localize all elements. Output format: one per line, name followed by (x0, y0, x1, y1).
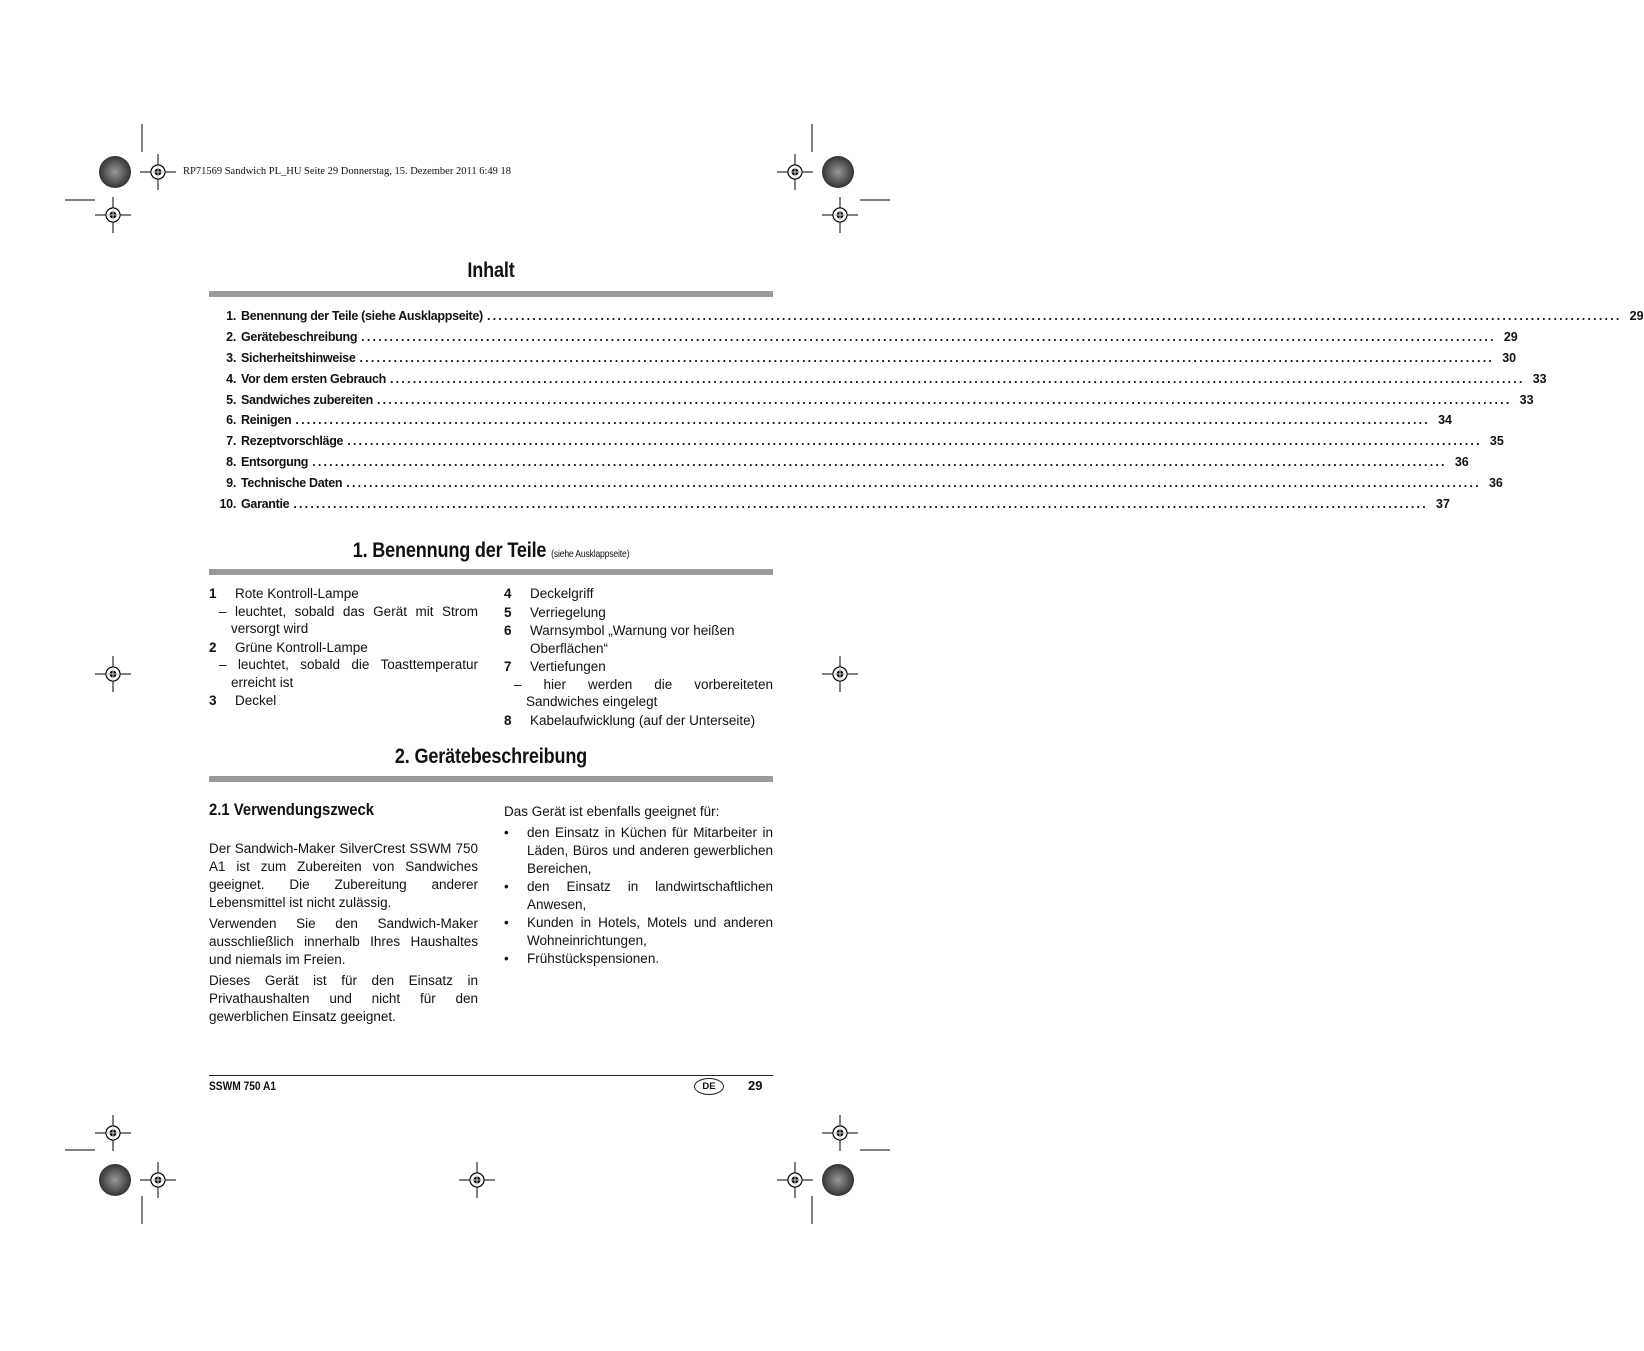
part-number: 6 (504, 623, 512, 638)
toc-rule (209, 291, 773, 297)
toc-leader: ........................................................................................................................................................................................................ (361, 329, 1496, 344)
part-number: 1 (209, 586, 217, 601)
toc-entry-title: Sicherheitshinweise (241, 350, 356, 365)
toc-entry (209, 476, 1503, 497)
part-note: – leuchtet, sobald die Toasttemperatur erreicht ist (219, 657, 478, 690)
footer-rule (209, 1075, 773, 1076)
toc-entry (209, 497, 1450, 518)
toc-entry-page: 36 (1488, 476, 1503, 491)
bullet-text: Kunden in Hotels, Motels und anderen Wohneinrichtungen, (527, 915, 773, 948)
body-paragraph: Verwenden Sie den Sandwich-Maker ausschließlich innerhalb Ihres Haushaltes und niemals im Freien. (209, 916, 478, 967)
toc-leader: ........................................................................................................................................................................................................ (486, 309, 1622, 323)
toc-entry (209, 371, 1547, 393)
toc-leader: ........................................................................................................................................................................................................ (293, 497, 1428, 512)
page-number: 29 (748, 1078, 763, 1093)
toc-leader: ........................................................................................................................................................................................................ (295, 413, 1430, 428)
toc-entry-page: 34 (1438, 413, 1452, 428)
print-slug: RP71569 Sandwich PL_HU Seite 29 Donnerstag, 15. Dezember 2011 6:49 18 (183, 166, 511, 177)
toc-leader: ........................................................................................................................................................................................................ (312, 455, 1447, 470)
subsection-title: 2.1 Verwendungszweck (209, 801, 375, 819)
toc-entry-title: Reinigen (241, 413, 292, 428)
part-item (209, 639, 478, 657)
toc-title: Inhalt (467, 259, 515, 282)
toc-entry-page: 36 (1454, 455, 1469, 470)
right-column-text (504, 803, 773, 968)
part-label: Verriegelung (530, 604, 606, 620)
toc-entry-page: 29 (1503, 329, 1518, 344)
parts-list-right (504, 585, 773, 730)
section-1-title-note: (siehe Ausklappseite) (551, 549, 630, 560)
toc-entry-title: Vor dem ersten Gebrauch (241, 371, 386, 386)
toc-entry-number: 10. (219, 497, 236, 512)
toc-leader: ........................................................................................................................................................................................................ (347, 434, 1482, 449)
right-intro: Das Gerät ist ebenfalls geeignet für: (504, 804, 720, 819)
toc-entry (209, 455, 1469, 476)
toc-entry-number: 4. (226, 371, 236, 386)
toc-entry (209, 434, 1504, 455)
toc-leader: ........................................................................................................................................................................................................ (390, 371, 1525, 386)
bullet-item (504, 950, 773, 968)
toc-entry-page: 33 (1519, 392, 1534, 407)
language-badge: DE (694, 1078, 724, 1095)
part-item (504, 585, 773, 603)
toc-entry-title: Garantie (241, 497, 290, 512)
toc-entry-title: Sandwiches zubereiten (241, 392, 373, 407)
bullet-text: den Einsatz in landwirtschaftlichen Anwesen, (527, 879, 773, 912)
section-1-title (248, 539, 733, 563)
toc-entry-title: Entsorgung (241, 455, 309, 470)
part-label: Grüne Kontroll-Lampe (235, 639, 368, 655)
part-label: Deckelgriff (530, 586, 594, 601)
toc-entry-title: Technische Daten (241, 476, 343, 491)
toc-leader: ........................................................................................................................................................................................................ (346, 476, 1481, 491)
toc-entry-page: 35 (1489, 434, 1504, 449)
part-number: 3 (209, 693, 217, 708)
toc-entry (209, 309, 1644, 330)
toc-entry-number: 7. (226, 434, 236, 449)
toc-entry-number: 6. (226, 413, 236, 428)
toc-entry-number: 5. (226, 392, 236, 407)
section-2-rule (209, 776, 773, 782)
bullet-item (504, 914, 773, 950)
toc-entry-number: 9. (226, 476, 236, 491)
part-number: 7 (504, 659, 512, 674)
bullet-icon: • (504, 879, 509, 894)
toc-entry-title: Benennung der Teile (siehe Ausklappseite) (241, 309, 483, 323)
part-label: Rote Kontroll-Lampe (235, 586, 359, 601)
part-label: Deckel (235, 693, 277, 708)
part-label: Vertiefungen (530, 659, 606, 674)
toc-leader: ........................................................................................................................................................................................................ (359, 350, 1495, 365)
part-item (209, 692, 478, 710)
toc-entry-page: 37 (1436, 497, 1450, 512)
toc-entry-number: 8. (226, 455, 236, 470)
part-item (504, 604, 773, 622)
toc-entry (209, 350, 1517, 372)
left-column-text (209, 840, 478, 1029)
part-label: Warnsymbol „Warnung vor heißen Oberflächen“ (530, 623, 735, 656)
bullet-item (504, 878, 773, 914)
bullet-icon: • (504, 951, 509, 966)
toc-leader: ........................................................................................................................................................................................................ (376, 392, 1512, 407)
toc-entry-page: 29 (1629, 309, 1644, 323)
toc-entry-number: 2. (226, 329, 236, 344)
part-note: – hier werden die vorbereiteten Sandwiches eingelegt (514, 676, 773, 709)
toc-entry-page: 30 (1502, 350, 1517, 365)
body-paragraph: Der Sandwich-Maker SilverCrest SSWM 750 A1 ist zum Zubereiten von Sandwiches geeignet. Die Zubereitung anderer Lebensmittel ist nicht zulässig. (209, 841, 478, 910)
section-2-title: 2. Gerätebeschreibung (394, 745, 588, 768)
part-number: 8 (504, 712, 512, 728)
toc-entry-number: 3. (226, 350, 236, 365)
part-item (504, 712, 773, 730)
part-number: 4 (504, 586, 512, 601)
toc-entry (209, 329, 1518, 351)
table-of-contents (209, 309, 1644, 518)
bullet-text: den Einsatz in Küchen für Mitarbeiter in Läden, Büros und anderen gewerblichen Bereichen, (527, 825, 773, 876)
bullet-icon: • (504, 915, 509, 930)
footer-model: SSWM 750 A1 (209, 1079, 277, 1093)
part-label: Kabelaufwicklung (auf der Unterseite) (530, 712, 756, 728)
part-number: 2 (209, 639, 217, 655)
section-1-rule (209, 569, 773, 575)
part-item (504, 658, 773, 676)
section-1-title-text: 1. Benennung der Teile (352, 539, 547, 562)
part-item (209, 585, 478, 603)
part-number: 5 (504, 604, 512, 620)
toc-entry-number: 1. (226, 309, 236, 323)
part-item (504, 622, 773, 657)
bullet-item (504, 824, 773, 878)
bullet-text: Frühstückspensionen. (527, 951, 660, 966)
toc-entry (209, 413, 1452, 434)
toc-entry-title: Rezeptvorschläge (241, 434, 344, 449)
usage-bullets (504, 824, 773, 968)
part-note: – leuchtet, sobald das Gerät mit Strom versorgt wird (219, 603, 478, 636)
parts-list-left (209, 585, 478, 711)
toc-entry (209, 392, 1534, 414)
toc-entry-page: 33 (1532, 371, 1547, 386)
body-paragraph: Dieses Gerät ist für den Einsatz in Privathaushalten und nicht für den gewerblichen Einsatz geeignet. (209, 973, 478, 1024)
bullet-icon: • (504, 825, 509, 840)
toc-entry-title: Gerätebeschreibung (241, 329, 358, 344)
